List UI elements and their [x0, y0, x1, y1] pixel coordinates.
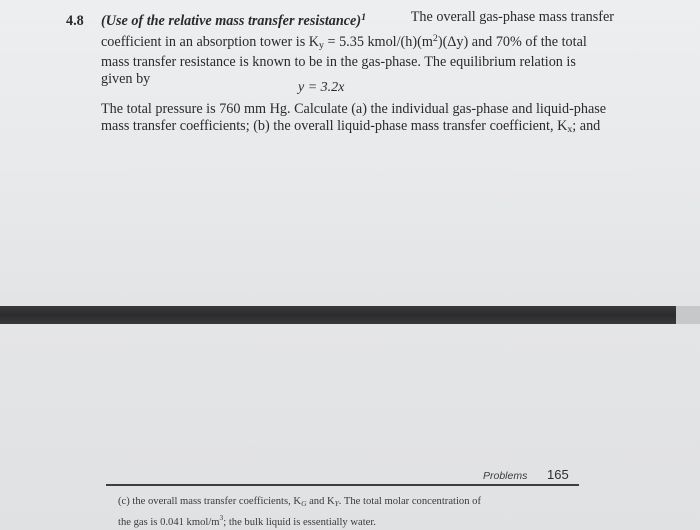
continued-line-2: the gas is 0.041 kmol/$m^3$; the bulk liquid is essentially water. — [118, 512, 376, 528]
continued-line-1: (c) the overall mass transfer coefficients, $K_G$ and $K_Y$. The total molar concentration of — [118, 496, 481, 508]
problem-text-1: The overall gas-phase mass transfer — [410, 9, 614, 25]
divider-bar-end — [676, 306, 700, 324]
page-divider-bar — [0, 306, 676, 324]
problem-title: (Use of the relative mass transfer resistance)$^1$ — [101, 12, 367, 29]
paragraph2-line-2: mass transfer coefficients; (b) the overall liquid-phase mass transfer coefficient, $K_x$; and — [101, 118, 601, 135]
problem-line-1 — [66, 9, 614, 30]
problem-number: 4.8 — [66, 13, 84, 29]
problem-line-4: given by — [101, 71, 151, 87]
running-head: Problems — [483, 470, 528, 482]
problem-4-8 — [66, 9, 614, 88]
header-rule — [106, 484, 579, 486]
page-number: 165 — [547, 467, 569, 482]
continued-text — [118, 495, 481, 529]
problem-paragraph-2 — [101, 101, 606, 138]
problem-line-2: coefficient in an absorption tower is $K_y = 5.35$ kmol/$(h)(m^2)(\Delta y)$ and 70% of the total — [101, 33, 587, 51]
problem-line-3: mass transfer resistance is known to be in the gas-phase. The equilibrium relation is — [101, 54, 576, 70]
equilibrium-equation: y = 3.2x — [298, 80, 345, 95]
paragraph2-line-1: The total pressure is 760 mm Hg. Calculate (a) the individual gas-phase and liquid-phase — [101, 101, 607, 117]
